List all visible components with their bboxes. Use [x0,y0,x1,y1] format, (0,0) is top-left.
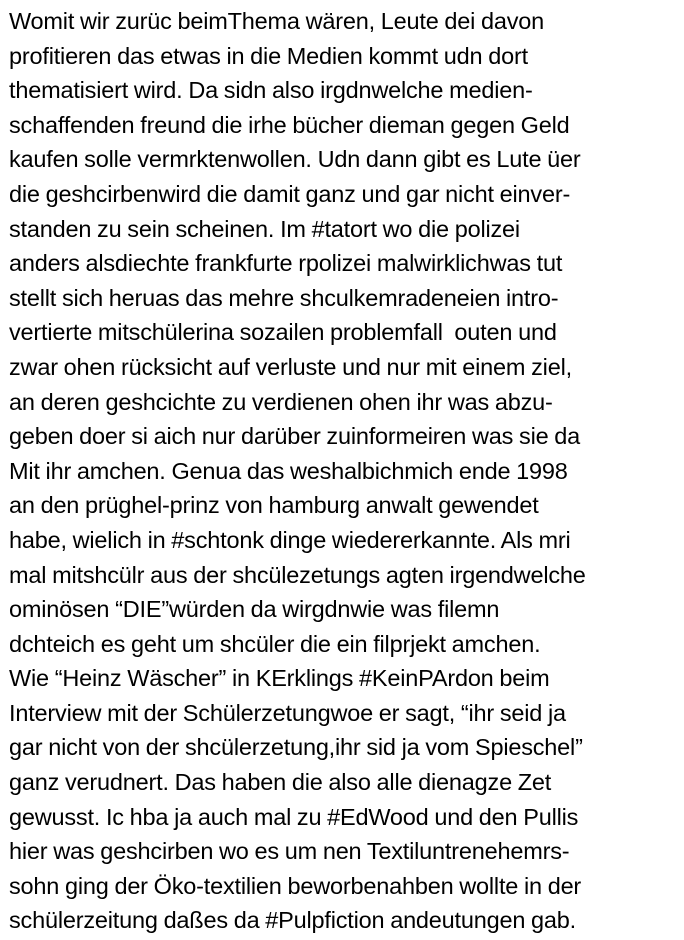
text-line: an den prüghel-prinz von hamburg anwalt gewendet [9,492,539,519]
text-line: profitieren das etwas in die Medien kommt udn dort [9,42,528,69]
text-line: thematisiert wird. Da sidn also irgdnwelche medien- [9,77,533,104]
text-line: Wie “Heinz Wäscher” in KErklings #KeinPArdon beim [9,665,550,692]
text-line: die geshcirbenwird die damit ganz und gar nicht einver- [9,180,571,207]
text-line: gar nicht von der shcülerzetung,ihr sid ja vom Spieschel” [9,734,583,761]
text-line: stellt sich heruas das mehre shculkemradeneien intro- [9,284,559,311]
text-line: dchteich es geht um shcüler die ein filprjekt amchen. [9,630,541,657]
text-line: Interview mit der Schülerzetungwoe er sagt, “ihr seid ja [9,699,566,726]
text-line: geben doer si aich nur darüber zuinformeiren was sie da [9,423,581,450]
text-line: ominösen “DIE”würden da wirgdnwie was filemn [9,596,500,623]
text-line: kaufen solle vermrktenwollen. Udn dann gibt es Lute üer [9,146,581,173]
text-line: schülerzeitung daßes da #Pulpfiction andeutungen gab. [9,907,576,934]
text-line: mal mitshcülr aus der shcülezetungs agten irgendwelche [9,561,586,588]
text-line: anders alsdiechte frankfurte rpolizei malwirklichwas tut [9,250,563,277]
text-line: hier was geshcirben wo es um nen Textiluntrenehemrs- [9,838,570,865]
text-line: sohn ging der Öko-textilien beworbenahben wollte in der [9,872,582,899]
text-line: schaffenden freund die irhe bücher dieman gegen Geld [9,111,570,138]
text-line: ganz verudnert. Das haben die also alle dienagze Zet [9,769,552,796]
text-line: Mit ihr amchen. Genua das weshalbichmich ende 1998 [9,457,568,484]
text-line: an deren geshcichte zu verdienen ohen ihr was abzu- [9,388,553,415]
text-line: habe, wielich in #schtonk dinge wiedererkannte. Als mri [9,526,571,553]
body-text [9,4,681,938]
text-line: vertierte mitschülerina sozailen problemfall outen und [9,319,557,346]
text-line: gewusst. Ic hba ja auch mal zu #EdWood und den Pullis [9,803,579,830]
text-line: Womit wir zurüc beimThema wären, Leute dei davon [9,8,545,34]
text-line: standen zu sein scheinen. Im #tatort wo die polizei [9,215,520,242]
text-line: zwar ohen rücksicht auf verluste und nur mit einem ziel, [9,353,572,380]
